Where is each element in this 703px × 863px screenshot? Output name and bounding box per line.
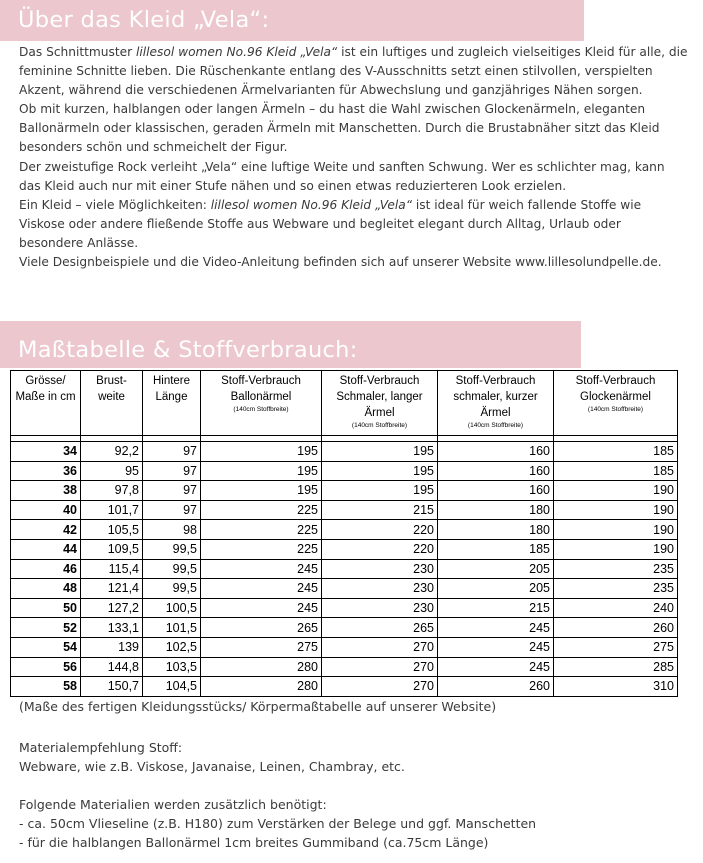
text-run: Ein Kleid – viele Möglichkeiten: bbox=[19, 197, 211, 212]
value-cell: 270 bbox=[322, 637, 438, 657]
value-cell: 245 bbox=[201, 559, 322, 579]
extras-item: - für die halblangen Ballonärmel 1cm breites Gummiband (ca.75cm Länge) bbox=[19, 835, 489, 850]
value-cell: 121,4 bbox=[81, 579, 143, 599]
value-cell: 235 bbox=[554, 579, 678, 599]
value-cell: 225 bbox=[201, 500, 322, 520]
col-header-chest: Brust-weite bbox=[81, 371, 143, 436]
extras-section bbox=[19, 795, 689, 852]
table-header-row bbox=[11, 371, 678, 436]
value-cell: 127,2 bbox=[81, 598, 143, 618]
value-cell: 245 bbox=[201, 579, 322, 599]
about-paragraph: Der zweistufige Rock verleiht „Vela“ eine luftige Weite und sanften Schwung. Wer es schlichter mag, kann das Kleid auch nur mit einer Stufe nähen und so einen etwas reduzierteren Look erzielen. bbox=[19, 159, 665, 193]
extras-heading: Folgende Materialien werden zusätzlich benötigt: bbox=[19, 797, 327, 812]
value-cell: 105,5 bbox=[81, 520, 143, 540]
table-row bbox=[11, 442, 678, 462]
table-row bbox=[11, 677, 678, 697]
value-cell: 97 bbox=[143, 481, 201, 501]
value-cell: 139 bbox=[81, 637, 143, 657]
value-cell: 195 bbox=[322, 481, 438, 501]
col-header-long-sleeve: Stoff-Verbrauch Schmaler, langer Ärmel (140cm Stoffbreite) bbox=[322, 371, 438, 436]
col-header-bell-sleeve: Stoff-Verbrauch Glockenärmel (140cm Stoffbreite) bbox=[554, 371, 678, 436]
value-cell: 280 bbox=[201, 657, 322, 677]
value-cell: 190 bbox=[554, 539, 678, 559]
value-cell: 260 bbox=[554, 618, 678, 638]
value-cell: 99,5 bbox=[143, 579, 201, 599]
table-row bbox=[11, 481, 678, 501]
material-section bbox=[19, 738, 689, 776]
value-cell: 185 bbox=[438, 539, 554, 559]
table-body bbox=[11, 436, 678, 697]
value-cell: 185 bbox=[554, 442, 678, 462]
about-paragraph bbox=[19, 43, 689, 100]
value-cell: 285 bbox=[554, 657, 678, 677]
value-cell: 97 bbox=[143, 442, 201, 462]
value-cell: 270 bbox=[322, 657, 438, 677]
value-cell: 99,5 bbox=[143, 539, 201, 559]
about-heading: Über das Kleid „Vela“: bbox=[18, 7, 270, 33]
col-header-balloon-sleeve: Stoff-Verbrauch Ballonärmel (140cm Stoffbreite) bbox=[201, 371, 322, 436]
table-row bbox=[11, 559, 678, 579]
size-cell: 54 bbox=[11, 637, 81, 657]
table-row bbox=[11, 539, 678, 559]
size-cell: 42 bbox=[11, 520, 81, 540]
value-cell: 109,5 bbox=[81, 539, 143, 559]
size-cell: 34 bbox=[11, 442, 81, 462]
value-cell: 275 bbox=[554, 637, 678, 657]
value-cell: 101,5 bbox=[143, 618, 201, 638]
value-cell: 245 bbox=[438, 618, 554, 638]
table-heading: Maßtabelle & Stoffverbrauch: bbox=[18, 337, 358, 363]
value-cell: 144,8 bbox=[81, 657, 143, 677]
value-cell: 102,5 bbox=[143, 637, 201, 657]
value-cell: 195 bbox=[201, 461, 322, 481]
value-cell: 190 bbox=[554, 500, 678, 520]
value-cell: 190 bbox=[554, 520, 678, 540]
value-cell: 180 bbox=[438, 500, 554, 520]
value-cell: 215 bbox=[322, 500, 438, 520]
text-run: ist ein luftiges und zugleich vielseitiges Kleid für alle, die feminine Schnitte lieben. Die Rüschenkante entlang des V-Ausschnitts setzt einen stilvollen, verspielten Akzent, während die verschiedenen Ärmelvarianten für Abwechslung und ganzjähriges Nähen sorgen. bbox=[19, 45, 688, 98]
value-cell: 101,7 bbox=[81, 500, 143, 520]
value-cell: 98 bbox=[143, 520, 201, 540]
size-cell: 48 bbox=[11, 579, 81, 599]
size-cell: 46 bbox=[11, 559, 81, 579]
value-cell: 265 bbox=[322, 618, 438, 638]
col-header-size: Grösse/ Maße in cm bbox=[11, 371, 81, 436]
size-cell: 36 bbox=[11, 461, 81, 481]
table-heading-banner bbox=[0, 321, 581, 368]
value-cell: 220 bbox=[322, 520, 438, 540]
value-cell: 195 bbox=[201, 481, 322, 501]
value-cell: 205 bbox=[438, 579, 554, 599]
material-heading: Materialempfehlung Stoff: bbox=[19, 740, 183, 755]
product-name: lillesol women No.96 Kleid „Vela“ bbox=[136, 45, 338, 59]
value-cell: 185 bbox=[554, 461, 678, 481]
value-cell: 133,1 bbox=[81, 618, 143, 638]
value-cell: 225 bbox=[201, 520, 322, 540]
value-cell: 160 bbox=[438, 461, 554, 481]
value-cell: 245 bbox=[438, 657, 554, 677]
value-cell: 92,2 bbox=[81, 442, 143, 462]
table-row bbox=[11, 579, 678, 599]
value-cell: 195 bbox=[322, 442, 438, 462]
value-cell: 215 bbox=[438, 598, 554, 618]
value-cell: 97 bbox=[143, 461, 201, 481]
value-cell: 230 bbox=[322, 559, 438, 579]
size-table bbox=[10, 370, 678, 697]
value-cell: 245 bbox=[201, 598, 322, 618]
value-cell: 230 bbox=[322, 598, 438, 618]
table-row bbox=[11, 637, 678, 657]
value-cell: 103,5 bbox=[143, 657, 201, 677]
value-cell: 280 bbox=[201, 677, 322, 697]
value-cell: 99,5 bbox=[143, 559, 201, 579]
table-note: (Maße des fertigen Kleidungsstücks/ Körpermaßtabelle auf unserer Website) bbox=[19, 699, 497, 714]
value-cell: 104,5 bbox=[143, 677, 201, 697]
value-cell: 150,7 bbox=[81, 677, 143, 697]
col-header-back-length: Hintere Länge bbox=[143, 371, 201, 436]
value-cell: 260 bbox=[438, 677, 554, 697]
about-heading-banner bbox=[0, 0, 584, 41]
value-cell: 220 bbox=[322, 539, 438, 559]
value-cell: 310 bbox=[554, 677, 678, 697]
table-row bbox=[11, 461, 678, 481]
value-cell: 160 bbox=[438, 481, 554, 501]
value-cell: 235 bbox=[554, 559, 678, 579]
value-cell: 160 bbox=[438, 442, 554, 462]
size-cell: 52 bbox=[11, 618, 81, 638]
extras-item: - ca. 50cm Vlieseline (z.B. H180) zum Verstärken der Belege und ggf. Manschetten bbox=[19, 816, 537, 831]
value-cell: 240 bbox=[554, 598, 678, 618]
table-row bbox=[11, 598, 678, 618]
size-cell: 50 bbox=[11, 598, 81, 618]
about-paragraph: Ob mit kurzen, halblangen oder langen Ärmeln – du hast die Wahl zwischen Glockenärmeln, eleganten Ballonärmeln oder klassischen, geraden Ärmeln mit Manschetten. Durch die Brustabnäher sitzt das Kleid besonders schön und schmeichelt der Figur. bbox=[19, 102, 660, 155]
value-cell: 265 bbox=[201, 618, 322, 638]
value-cell: 205 bbox=[438, 559, 554, 579]
value-cell: 115,4 bbox=[81, 559, 143, 579]
about-paragraph bbox=[19, 196, 689, 253]
size-cell: 44 bbox=[11, 539, 81, 559]
product-name: lillesol women No.96 Kleid „Vela“ bbox=[210, 197, 413, 212]
value-cell: 245 bbox=[438, 637, 554, 657]
size-cell: 56 bbox=[11, 657, 81, 677]
value-cell: 190 bbox=[554, 481, 678, 501]
text-run: ist ideal für weich fallende Stoffe wie Viskose oder andere fließende Stoffe aus Webware und begleitet elegant durch Alltag, Urlaub oder besondere Anlässe. bbox=[19, 197, 642, 250]
col-header-short-sleeve: Stoff-Verbrauch schmaler, kurzer Ärmel (140cm Stoffbreite) bbox=[438, 371, 554, 436]
value-cell: 225 bbox=[201, 539, 322, 559]
table-row bbox=[11, 618, 678, 638]
value-cell: 95 bbox=[81, 461, 143, 481]
about-text bbox=[19, 43, 689, 272]
table-row bbox=[11, 520, 678, 540]
material-text: Webware, wie z.B. Viskose, Javanaise, Leinen, Chambray, etc. bbox=[19, 759, 405, 774]
value-cell: 230 bbox=[322, 579, 438, 599]
size-cell: 58 bbox=[11, 677, 81, 697]
value-cell: 97,8 bbox=[81, 481, 143, 501]
value-cell: 180 bbox=[438, 520, 554, 540]
value-cell: 97 bbox=[143, 500, 201, 520]
table-row bbox=[11, 500, 678, 520]
text-run: Das Schnittmuster bbox=[19, 45, 137, 59]
size-cell: 38 bbox=[11, 481, 81, 501]
value-cell: 100,5 bbox=[143, 598, 201, 618]
table-row bbox=[11, 657, 678, 677]
value-cell: 195 bbox=[322, 461, 438, 481]
value-cell: 195 bbox=[201, 442, 322, 462]
about-paragraph: Viele Designbeispiele und die Video-Anleitung befinden sich auf unserer Website www.lillesolundpelle.de. bbox=[19, 255, 662, 270]
value-cell: 275 bbox=[201, 637, 322, 657]
value-cell: 270 bbox=[322, 677, 438, 697]
size-cell: 40 bbox=[11, 500, 81, 520]
